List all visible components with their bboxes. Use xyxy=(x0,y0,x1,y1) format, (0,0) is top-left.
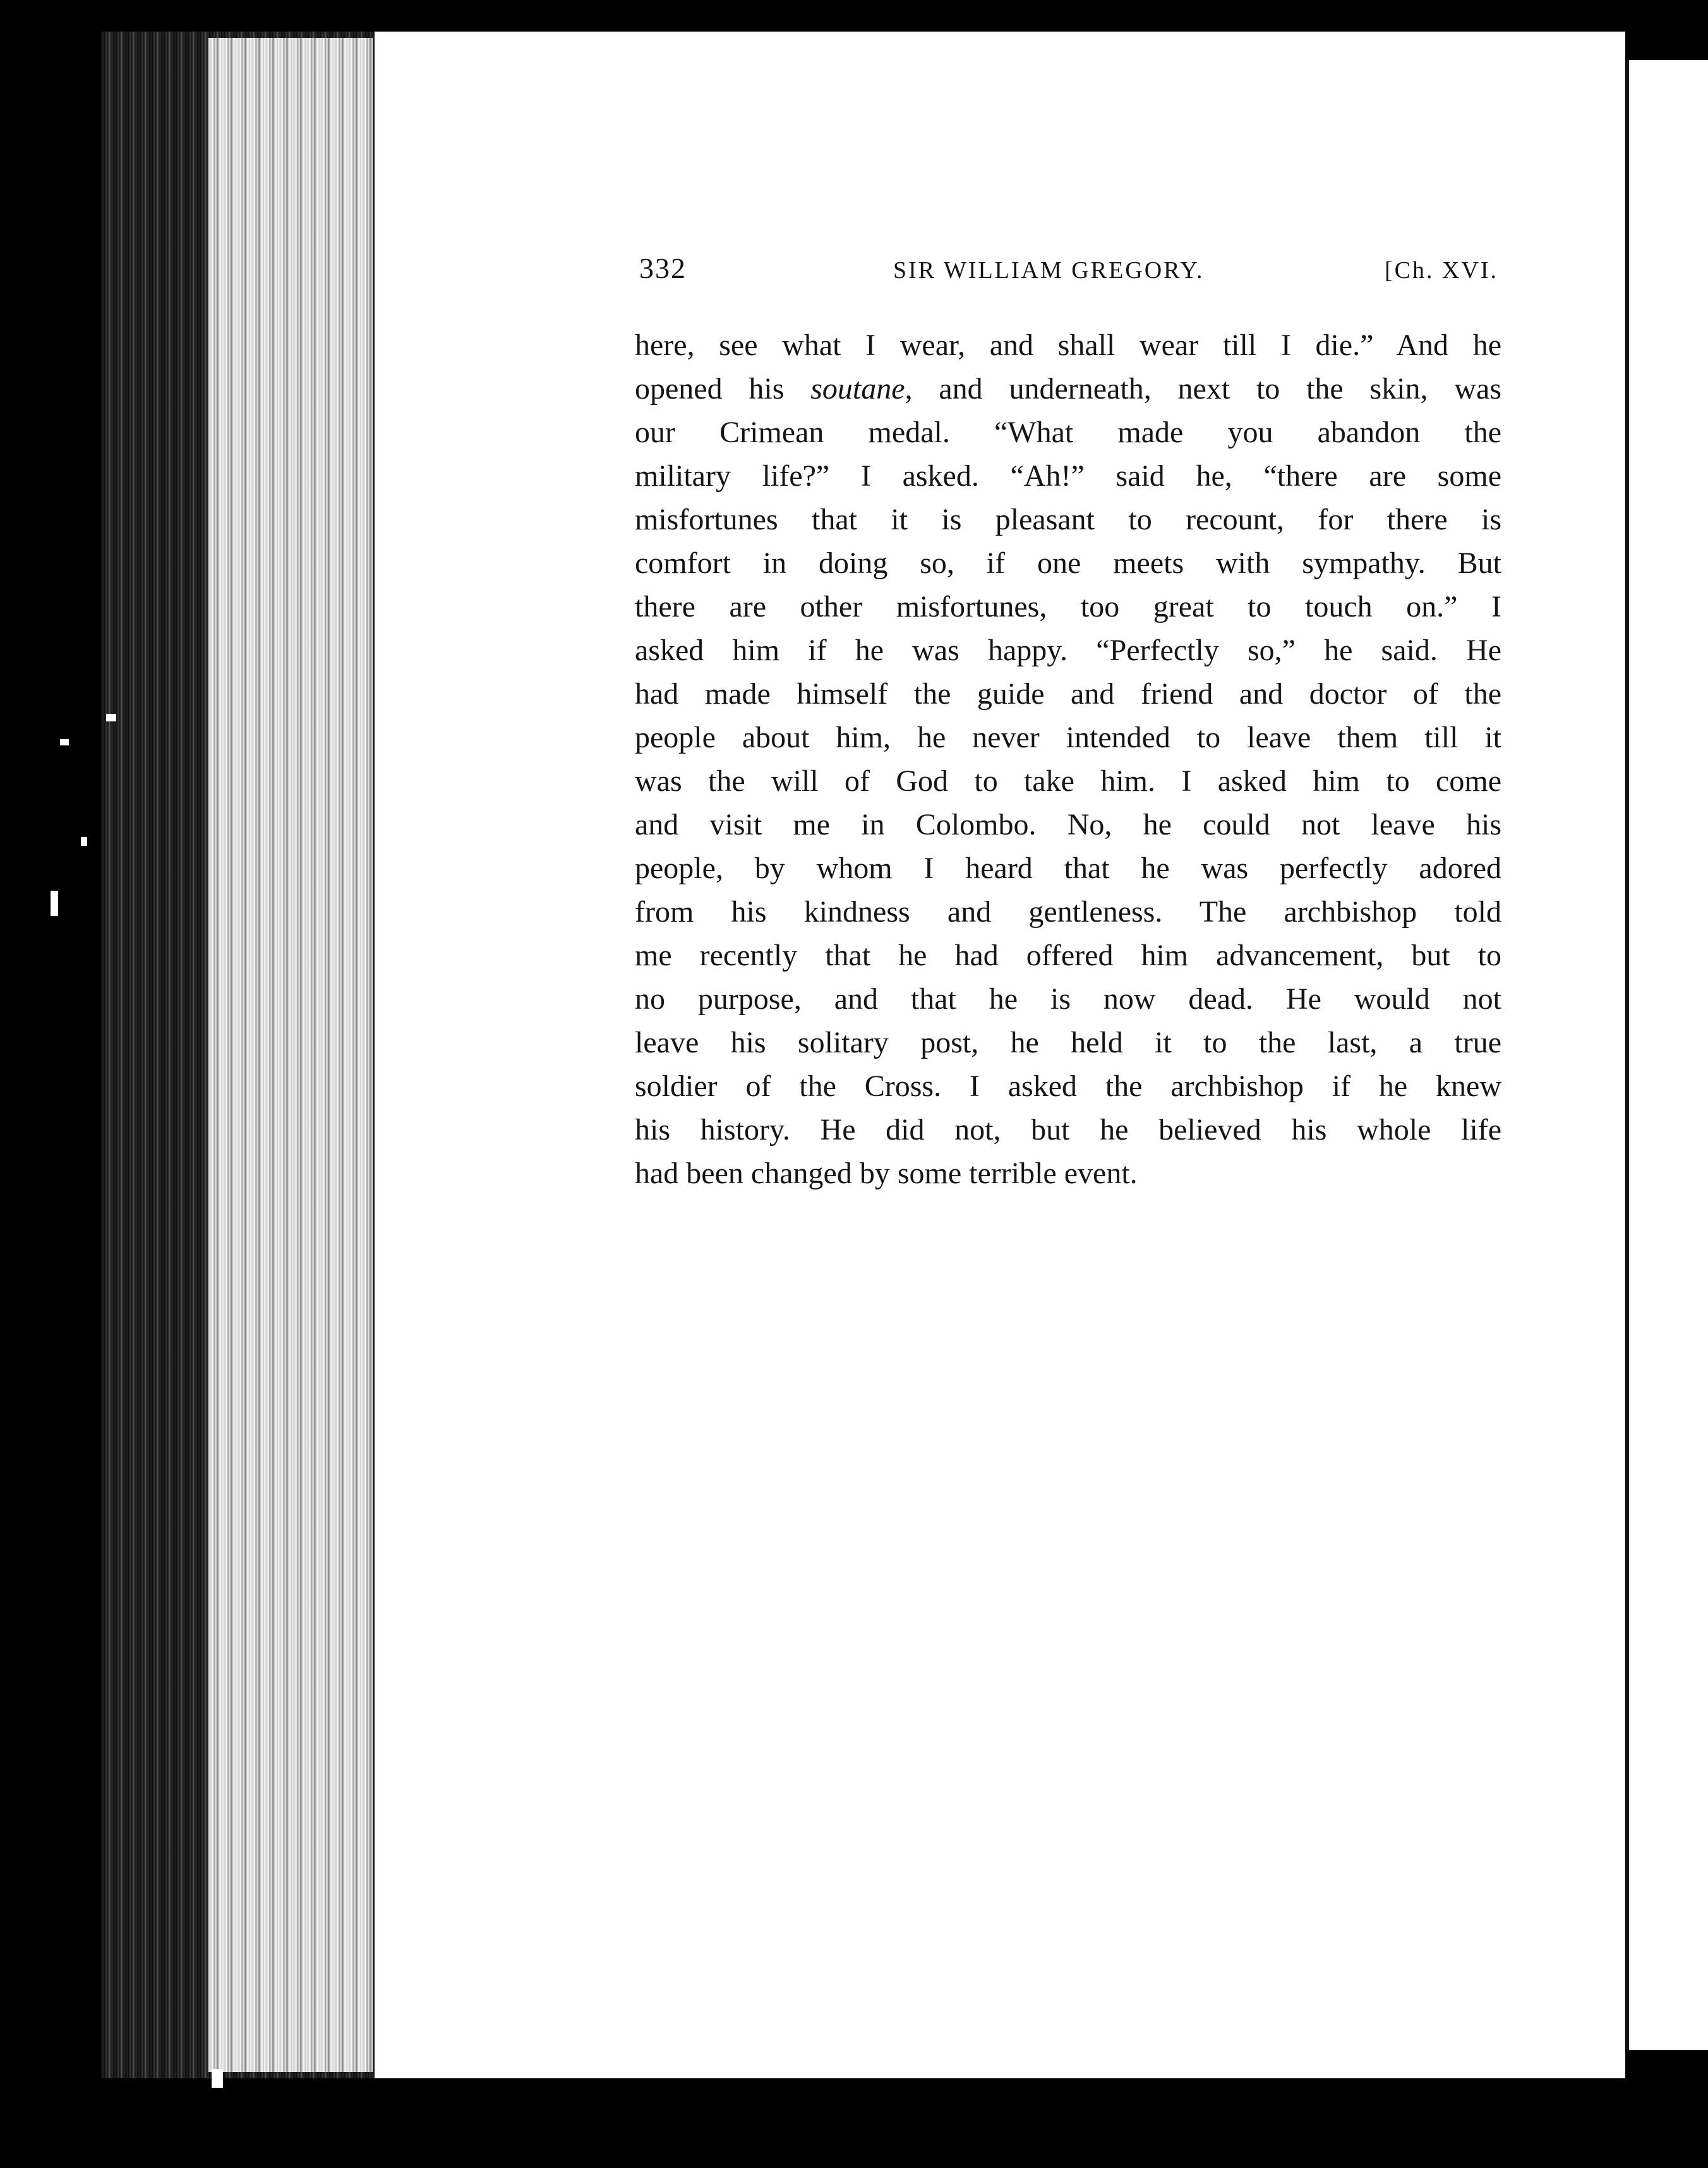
page-number: 332 xyxy=(639,252,687,284)
text-line: and visit me in Colombo. No, he could not leave his xyxy=(635,808,1501,841)
text-line-end: , and underneath, next to the skin, was xyxy=(905,372,1501,406)
text-line: soldier of the Cross. I asked the archbishop if he knew xyxy=(635,1069,1501,1103)
text-line: no purpose, and that he is now dead. He would not xyxy=(635,982,1501,1016)
running-head xyxy=(639,251,1498,296)
text-line: had been changed by some terrible event. xyxy=(635,1157,1138,1190)
text-line: misfortunes that it is pleasant to recount, for there is xyxy=(635,503,1501,536)
text-line: here, see what I wear, and shall wear till I die.” And he xyxy=(635,328,1501,362)
scan-speck xyxy=(106,714,116,721)
text-line: was the will of God to take him. I asked him to come xyxy=(635,764,1501,798)
text-line: me recently that he had offered him advancement, but to xyxy=(635,939,1501,972)
scan-speck xyxy=(81,837,87,846)
adjacent-page-edge xyxy=(1627,60,1708,2050)
text-line: people, by whom I heard that he was perfectly adored xyxy=(635,852,1501,885)
chapter-reference: [Ch. XVI. xyxy=(1384,257,1498,284)
text-line: asked him if he was happy. “Perfectly so,” he said. He xyxy=(635,634,1501,667)
scan-speck xyxy=(212,2069,223,2088)
text-line: his history. He did not, but he believed his whole life xyxy=(635,1113,1501,1147)
text-line: people about him, he never intended to leave them till it xyxy=(635,721,1501,754)
text-line: comfort in doing so, if one meets with sympathy. But xyxy=(635,546,1501,580)
page-edges-light xyxy=(208,38,398,2072)
text-line: our Crimean medal. “What made you abandon the xyxy=(635,416,1501,449)
italic-word: soutane xyxy=(810,372,905,406)
text-line: military life?” I asked. “Ah!” said he, “there are some xyxy=(635,459,1501,493)
text-line: from his kindness and gentleness. The archbishop told xyxy=(635,895,1501,929)
scan-speck xyxy=(51,891,58,916)
body-text xyxy=(635,323,1501,1195)
scan-speck xyxy=(60,739,69,745)
text-line: there are other misfortunes, too great to touch on.” I xyxy=(635,590,1501,623)
book-title: SIR WILLIAM GREGORY. xyxy=(893,257,1205,284)
text-line: had made himself the guide and friend and doctor of the xyxy=(635,677,1501,711)
text-line-start: opened his xyxy=(635,372,811,406)
text-line xyxy=(635,367,1501,411)
text-line: leave his solitary post, he held it to the last, a true xyxy=(635,1026,1501,1059)
